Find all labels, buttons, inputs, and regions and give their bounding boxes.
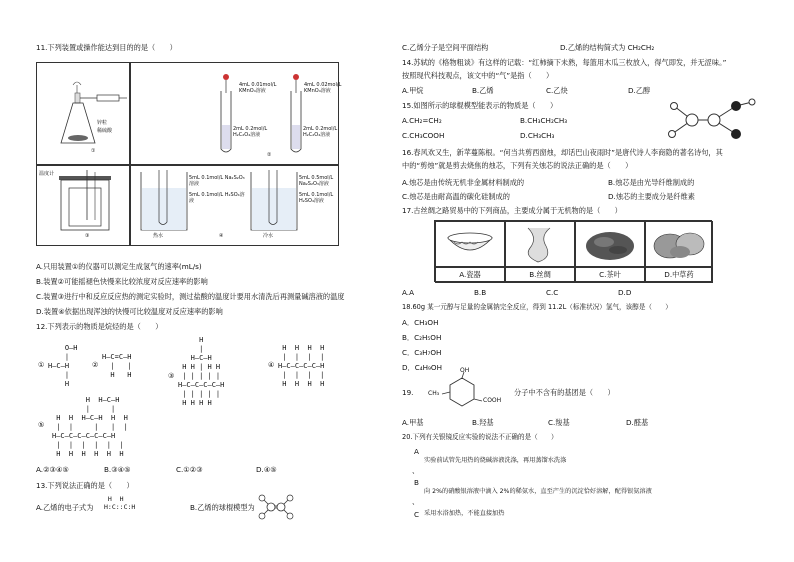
- q12-label-1: ①: [38, 361, 45, 369]
- q11-cell-1: [36, 62, 130, 165]
- q16-option-b: B.烛芯是由光导纤维制成的: [608, 178, 695, 187]
- q11-fig1-num: ①: [91, 148, 96, 154]
- test-tubes-icon: [131, 63, 336, 163]
- q12-label-2: ②: [92, 361, 99, 369]
- q11-fig4-label-4: 5mL 0.1mol/L H₂SO₄溶液: [299, 192, 334, 204]
- q11-fig3-num: ③: [85, 233, 90, 239]
- q17-item-b: B.丝绸: [505, 267, 575, 283]
- q11-option-a: A.只用装置①的仪器可以测定生成氢气的速率(mL/s): [36, 262, 202, 271]
- q12-molecule-5: H H—C—H | | H H H—C—H H H | | | | | H—C—C—C—C—C—C—H | | | | | | H H H H H H: [52, 396, 128, 458]
- q12-molecule-2: H—C=C—H | | H H: [102, 353, 132, 379]
- q11-fig4-label-2: 5mL 0.1mol/L H₂SO₄溶液: [189, 192, 245, 204]
- q11-cell-2: [130, 62, 342, 165]
- q17-option-c: C.C: [546, 288, 559, 297]
- q11-fig4-cold: 冷水: [263, 233, 274, 239]
- q20-letter-b: B: [414, 478, 419, 487]
- q11-fig3-label: 温度计: [39, 171, 55, 177]
- ethylene-ball-stick-icon: [256, 494, 296, 520]
- ethylene-electron-formula: H H H:C::C:H: [104, 495, 136, 511]
- q12-option-c: C.①②③: [176, 465, 203, 474]
- q19-option-b: B.羟基: [472, 418, 494, 427]
- q12-option-b: B.③④⑤: [104, 465, 131, 474]
- q19-group-ch3: CH₃: [428, 390, 440, 397]
- q17-cell-herbs: [645, 221, 713, 267]
- q20-letter-c: C: [414, 510, 420, 519]
- q20-letter-a: A: [414, 447, 419, 456]
- q17-option-d: D.D: [618, 288, 632, 297]
- q17-image-table: [434, 220, 712, 282]
- q11-option-c: C.装置③进行中和反应反应热的测定实验时，测过盐酸的温度计要用水清洗后再测量碱溶液的温度: [36, 292, 345, 301]
- q12-molecule-1: O—H | H—C—H | H: [48, 344, 78, 388]
- q17-cell-porcelain: [435, 221, 505, 267]
- q20-option-b: 向 2%的硝酸银溶液中滴入 2%的稀氨水，直至产生的沉淀恰好溶解，配得银氨溶液: [424, 488, 652, 495]
- q17-item-d: D.中草药: [645, 267, 713, 283]
- q20-sep-b: 、: [412, 497, 420, 506]
- q16-stem-2: 中的“剪烛”就是剪去烧焦的烛芯，下列有关烛芯的说法正确的是（ ）: [402, 161, 633, 170]
- q19-option-a: A.甲基: [402, 418, 424, 427]
- flask-syringe-icon: [37, 63, 129, 163]
- q11-fig2-label-2: 4mL 0.02mol/L KMnO₄溶液: [304, 82, 342, 94]
- q20-stem: 20.下列有关银镜反应实验的说法不正确的是（ ）: [402, 433, 558, 441]
- q17-cell-tea: [575, 221, 645, 267]
- q13-option-d: D.乙烯的结构简式为 CH₂CH₂: [560, 43, 655, 52]
- q18-option-a: A．CH₃OH: [402, 318, 439, 327]
- q13-option-b: B.乙烯的球棍模型为: [190, 503, 255, 512]
- herbs-icon: [646, 222, 712, 266]
- q12-label-3: ③: [168, 372, 175, 380]
- q15-option-a: A.CH₂=CH₂: [402, 116, 442, 125]
- q11-fig4-hot: 热水: [153, 233, 164, 239]
- q11-cell-3: [36, 165, 130, 246]
- q11-fig4-label-1: 5mL 0.1mol/L Na₂S₂O₃溶液: [189, 175, 245, 187]
- q20-option-a: 实验前试管先用热的烧碱溶液洗涤，再用蒸馏水洗涤: [424, 457, 567, 464]
- q18-stem: 18.60g 某一元醇与足量的金属钠完全反应，得到 11.2L（标准状况）氢气，该醇是（ ）: [402, 303, 672, 311]
- q18-option-c: C．C₃H₇OH: [402, 348, 442, 357]
- q12-label-4: ④: [268, 361, 275, 369]
- q18-option-b: B．C₂H₅OH: [402, 333, 442, 342]
- q11-fig2-label-1: 4mL 0.01mol/L KMnO₄溶液: [239, 82, 277, 94]
- q11-fig4-label-3: 5mL 0.5mol/L Na₂S₂O₃溶液: [299, 175, 334, 187]
- q12-molecule-3: H | H—C—H H H | H H | | | | | H—C—C—C—C—H | | | | | H H H H: [178, 336, 225, 407]
- q19-number: 19.: [402, 388, 414, 397]
- q17-item-c: C.茶叶: [575, 267, 645, 283]
- q16-option-d: D.烛芯的主要成分是纤维素: [608, 192, 695, 201]
- q11-stem: 11.下列装置或操作能达到目的的是（ ）: [36, 43, 177, 52]
- q19-group-cooh: COOH: [483, 397, 502, 404]
- q11-figure: [36, 62, 342, 246]
- q18-option-d: D．C₄H₉OH: [402, 363, 442, 372]
- q13-option-a: A.乙烯的电子式为: [36, 503, 94, 512]
- q12-molecule-4: H H H H | | | | H—C—C—C—C—H | | | | H H H H: [278, 344, 325, 388]
- q15-option-c: C.CH₃COOH: [402, 131, 445, 140]
- q13-option-c: C.乙烯分子是空间平面结构: [402, 43, 489, 52]
- q19-option-d: D.醛基: [626, 418, 649, 427]
- q15-option-b: B.CH₃CH₂CH₃: [520, 116, 568, 125]
- q20-option-c: 采用水浴加热，不能直接加热: [424, 510, 505, 517]
- q15-option-d: D.CH₃CH₃: [520, 131, 555, 140]
- q14-option-d: D.乙醇: [628, 86, 651, 95]
- q14-option-a: A.甲烷: [402, 86, 424, 95]
- q11-fig2-label-4: 2mL 0.2mol/L H₂C₂O₄溶液: [303, 126, 338, 138]
- q12-label-5: ⑤: [38, 421, 45, 429]
- q17-stem: 17.古丝绸之路贸易中的下列商品，主要成分属于无机物的是（ ）: [402, 206, 622, 215]
- q16-option-a: A.烛芯是由传统无机非金属材料制成的: [402, 178, 525, 187]
- q17-option-b: B.B: [474, 288, 487, 297]
- q16-stem-1: 16.春风欢又生，新苹蔓陈根。“何当共剪西窗烛，却话巴山夜雨时”是唐代诗人李商隐的著名诗句，其: [402, 148, 723, 157]
- q14-stem-2: 按照现代科技观点，该文中的“气”是指（ ）: [402, 71, 554, 80]
- calorimeter-icon: [37, 166, 129, 244]
- acetic-acid-ball-stick-icon: [666, 98, 758, 144]
- silk-icon: [506, 222, 574, 266]
- q17-option-a: A.A: [402, 288, 414, 297]
- q11-option-d: D.装置④依据出现浑浊的快慢可比较温度对反应速率的影响: [36, 307, 223, 316]
- q12-stem: 12.下列表示的物质是烷烃的是（ ）: [36, 322, 163, 331]
- q13-stem: 13.下列说法正确的是（ ）: [36, 481, 134, 490]
- q19-option-c: C.羧基: [548, 418, 570, 427]
- q11-fig2-label-3: 2mL 0.2mol/L H₂C₂O₄溶液: [233, 126, 268, 138]
- q14-stem-1: 14.苏轼的《格物粗谈》有这样的记载：“红柿摘下未熟，每篮用木瓜三枚放入，得气即发，并无涩味。”: [402, 58, 727, 67]
- q12-option-d: D.④⑤: [256, 465, 277, 474]
- tea-leaves-icon: [576, 222, 644, 266]
- q14-option-c: C.乙炔: [546, 86, 568, 95]
- q11-cell-4: [130, 165, 339, 246]
- q11-fig4-num: ④: [219, 233, 224, 239]
- q15-stem: 15.如图所示的球棍模型能表示的物质是（ ）: [402, 101, 558, 110]
- q20-sep-a: 、: [412, 466, 420, 475]
- q19-group-oh: OH: [460, 367, 470, 374]
- q17-item-a: A.瓷器: [435, 267, 505, 283]
- q17-cell-silk: [505, 221, 575, 267]
- q12-option-a: A.②③④⑤: [36, 465, 69, 474]
- porcelain-bowl-icon: [436, 222, 504, 266]
- q19-stem: 分子中不含有的基团是（ ）: [514, 388, 615, 397]
- q11-fig2-num: ②: [267, 152, 272, 158]
- q11-fig1-label-zinc: 锌粒: [97, 120, 108, 126]
- q11-fig1-label-acid: 稀硫酸: [97, 128, 113, 134]
- q16-option-c: C.烛芯是由耐高温的碳化硅制成的: [402, 192, 510, 201]
- q11-option-b: B.装置②可能摇褪色快慢来比较浓度对反应速率的影响: [36, 277, 208, 286]
- q14-option-b: B.乙烯: [472, 86, 494, 95]
